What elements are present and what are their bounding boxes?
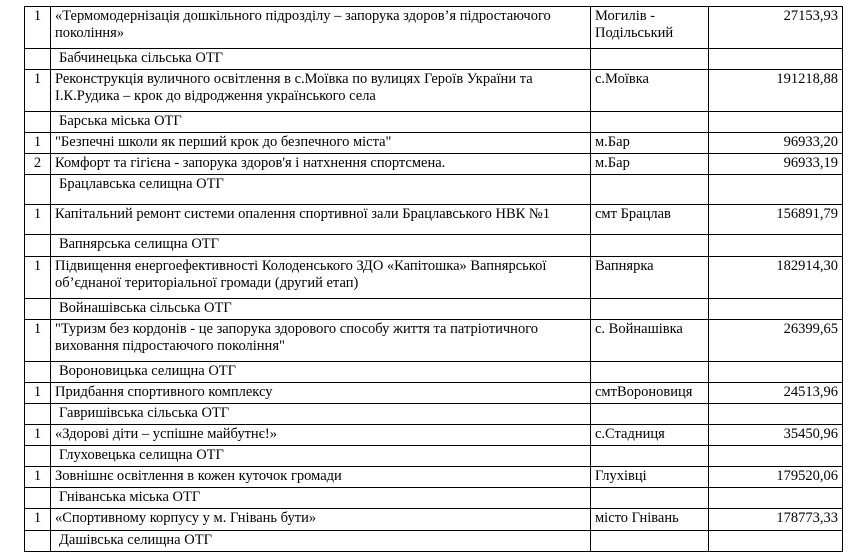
row-number <box>25 530 51 551</box>
row-number: 1 <box>25 205 51 235</box>
row-locality: с.Моївка <box>591 70 709 112</box>
table-row-group-header <box>25 361 843 382</box>
row-number <box>25 298 51 319</box>
row-project-name: "Безпечні школи як перший крок до безпечного міста" <box>51 133 591 154</box>
table-row <box>25 382 843 403</box>
row-locality <box>591 175 709 205</box>
table-row-group-header <box>25 298 843 319</box>
row-locality <box>591 235 709 256</box>
table-row <box>25 205 843 235</box>
table-row-group-header <box>25 175 843 205</box>
group-name: Гавришівська сільська ОТГ <box>51 403 591 424</box>
row-amount <box>709 112 843 133</box>
row-number <box>25 175 51 205</box>
row-amount: 182914,30 <box>709 256 843 298</box>
table-row <box>25 467 843 488</box>
table-row <box>25 319 843 361</box>
row-number <box>25 112 51 133</box>
group-name: Гніванська міська ОТГ <box>51 488 591 509</box>
table-row-group-header <box>25 112 843 133</box>
row-locality: с. Войнашівка <box>591 319 709 361</box>
table-row <box>25 424 843 445</box>
group-name: Дашівська селищна ОТГ <box>51 530 591 551</box>
row-number: 1 <box>25 319 51 361</box>
table-row-group-header <box>25 488 843 509</box>
group-name: Вороновицька селищна ОТГ <box>51 361 591 382</box>
table-row <box>25 133 843 154</box>
row-amount: 96933,19 <box>709 154 843 175</box>
row-amount <box>709 298 843 319</box>
row-amount <box>709 361 843 382</box>
row-locality <box>591 298 709 319</box>
row-locality <box>591 530 709 551</box>
group-name: Глуховецька селищна ОТГ <box>51 446 591 467</box>
table-body <box>25 7 843 552</box>
row-locality <box>591 112 709 133</box>
document-page <box>0 6 850 552</box>
row-locality: м.Бар <box>591 154 709 175</box>
row-project-name: «Здорові діти – успішне майбутнє!» <box>51 424 591 445</box>
row-number: 1 <box>25 382 51 403</box>
row-project-name: Реконструкція вуличного освітлення в с.Моївка по вулицях Героїв України та І.К.Рудика – крок до відродження українського села <box>51 70 591 112</box>
row-amount: 191218,88 <box>709 70 843 112</box>
row-amount: 178773,33 <box>709 509 843 530</box>
row-number: 2 <box>25 154 51 175</box>
row-amount: 35450,96 <box>709 424 843 445</box>
row-number <box>25 235 51 256</box>
row-number <box>25 403 51 424</box>
table-row <box>25 509 843 530</box>
row-amount <box>709 403 843 424</box>
row-amount: 26399,65 <box>709 319 843 361</box>
row-locality: м.Бар <box>591 133 709 154</box>
row-project-name: Комфорт та гігієна - запорука здоров'я і натхнення спортсмена. <box>51 154 591 175</box>
row-amount: 27153,93 <box>709 7 843 49</box>
row-amount <box>709 175 843 205</box>
group-name: Брацлавська селищна ОТГ <box>51 175 591 205</box>
row-number <box>25 49 51 70</box>
row-locality <box>591 403 709 424</box>
row-number <box>25 488 51 509</box>
table-row <box>25 154 843 175</box>
row-project-name: "Туризм без кордонів - це запорука здорового способу життя та патріотичного виховання підростаючого покоління" <box>51 319 591 361</box>
row-locality <box>591 361 709 382</box>
row-number <box>25 446 51 467</box>
table-row-group-header <box>25 403 843 424</box>
row-amount: 156891,79 <box>709 205 843 235</box>
row-project-name: Капітальний ремонт системи опалення спортивної зали Брацлавського НВК №1 <box>51 205 591 235</box>
row-locality: смт Брацлав <box>591 205 709 235</box>
group-name: Войнашівська сільська ОТГ <box>51 298 591 319</box>
row-project-name: «Термомодернізація дошкільного підрозділу – запорука здоров’я підростаючого покоління» <box>51 7 591 49</box>
row-number: 1 <box>25 70 51 112</box>
row-locality <box>591 488 709 509</box>
group-name: Вапнярська селищна ОТГ <box>51 235 591 256</box>
table-row <box>25 7 843 49</box>
row-project-name: «Спортивному корпусу у м. Гнівань бути» <box>51 509 591 530</box>
row-number: 1 <box>25 424 51 445</box>
table-row <box>25 256 843 298</box>
row-number: 1 <box>25 467 51 488</box>
row-amount <box>709 235 843 256</box>
row-project-name: Зовнішнє освітлення в кожен куточок громади <box>51 467 591 488</box>
table-row <box>25 70 843 112</box>
row-locality <box>591 49 709 70</box>
row-locality: місто Гнівань <box>591 509 709 530</box>
row-number: 1 <box>25 509 51 530</box>
row-amount <box>709 49 843 70</box>
row-locality: с.Стадниця <box>591 424 709 445</box>
row-locality: смтВороновиця <box>591 382 709 403</box>
row-amount <box>709 488 843 509</box>
row-number <box>25 361 51 382</box>
row-project-name: Підвищення енергоефективності Колоденського ЗДО «Капітошка» Вапнярської об’єднаної територіальної громади (другий етап) <box>51 256 591 298</box>
row-amount <box>709 446 843 467</box>
row-number: 1 <box>25 133 51 154</box>
row-locality <box>591 446 709 467</box>
row-amount: 96933,20 <box>709 133 843 154</box>
table-row-group-header <box>25 235 843 256</box>
row-locality: Глухівці <box>591 467 709 488</box>
group-name: Барська міська ОТГ <box>51 112 591 133</box>
table-row-group-header <box>25 49 843 70</box>
table-row-group-header <box>25 530 843 551</box>
row-number: 1 <box>25 7 51 49</box>
group-name: Бабчинецька сільська ОТГ <box>51 49 591 70</box>
row-number: 1 <box>25 256 51 298</box>
row-amount <box>709 530 843 551</box>
row-project-name: Придбання спортивного комплексу <box>51 382 591 403</box>
row-locality: Могилів - Подільський <box>591 7 709 49</box>
row-amount: 179520,06 <box>709 467 843 488</box>
row-locality: Вапнярка <box>591 256 709 298</box>
table-row-group-header <box>25 446 843 467</box>
row-amount: 24513,96 <box>709 382 843 403</box>
projects-table <box>24 6 843 552</box>
